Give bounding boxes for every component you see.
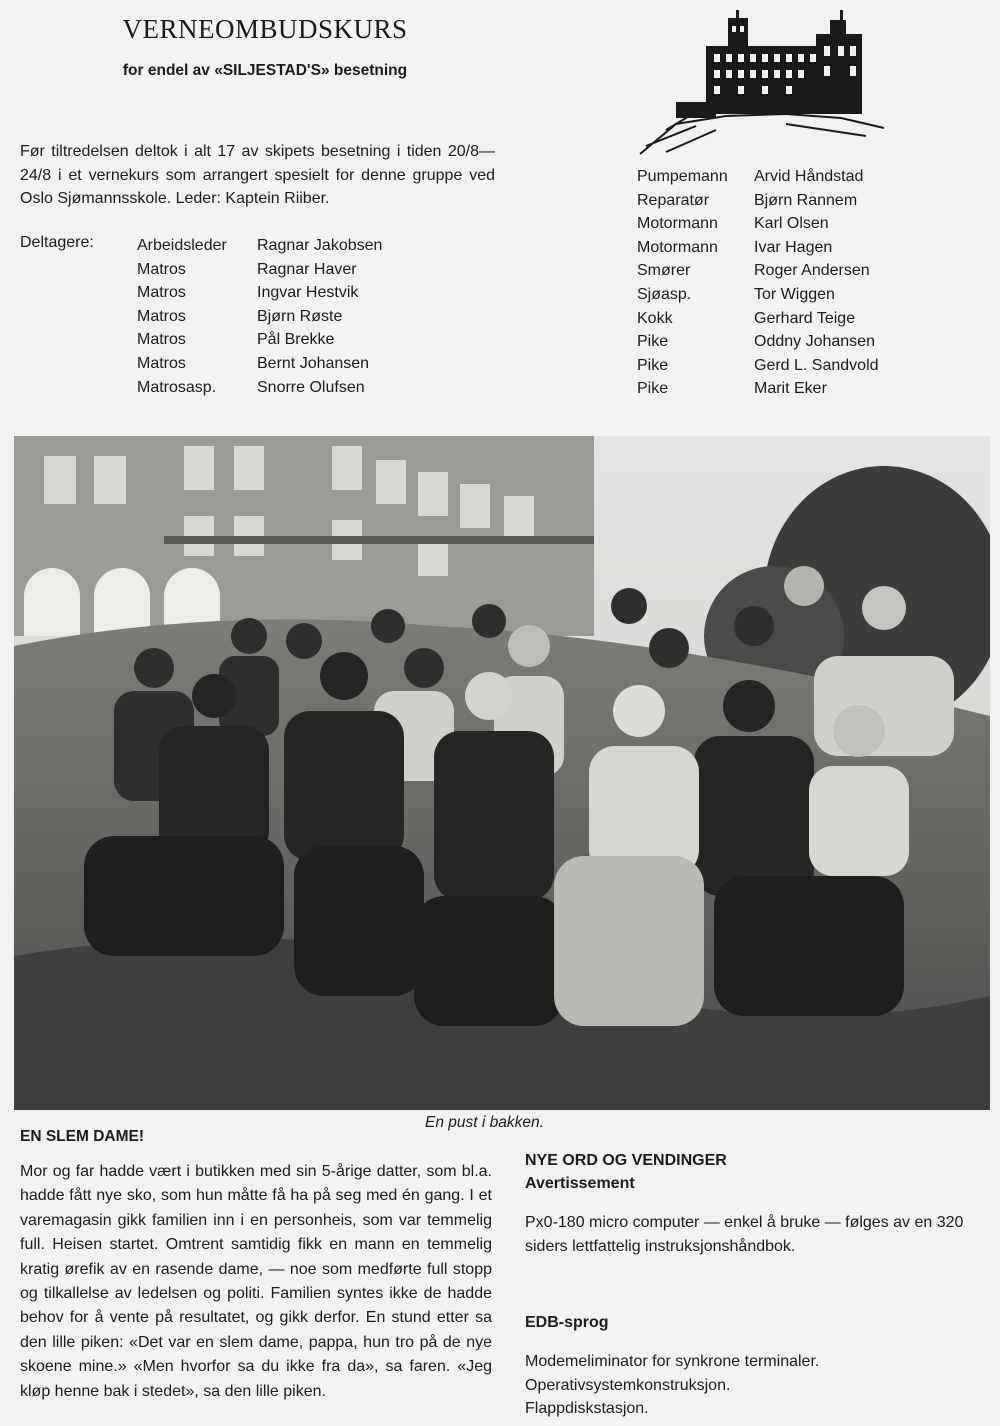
ad-text: Px0-180 micro computer — enkel å bruke — følges av en 320 siders lettfattelig instruksjonshåndbok. <box>525 1214 964 1255</box>
list-item: Operativsystemkonstruksjon. <box>525 1376 731 1394</box>
participant-name: Gerd L. Sandvold <box>754 356 879 374</box>
participant-role: Matros <box>137 284 186 302</box>
group-photo-illustration <box>14 436 990 1110</box>
participant-role: Pike <box>637 333 669 351</box>
participant-role: Pumpemann <box>637 168 728 185</box>
participant-role: Sjøasp. <box>637 285 692 303</box>
participant-role: Pike <box>637 380 669 398</box>
participant-name: Roger Andersen <box>754 262 870 280</box>
participant-role: Matros <box>137 354 186 372</box>
participant-name: Ragnar Jakobsen <box>257 237 383 254</box>
participant-name: Bjørn Røste <box>257 307 343 325</box>
participants-left-roles <box>137 234 227 399</box>
page-subtitle: for endel av «SILJESTAD'S» besetning <box>122 62 408 79</box>
participants-left-names <box>257 234 382 399</box>
participant-name: Ingvar Hestvik <box>257 284 359 302</box>
participant-name: Arvid Håndstad <box>754 168 864 185</box>
participant-role: Matros <box>137 331 186 349</box>
participant-role: Motormann <box>637 215 718 233</box>
edb-list <box>525 1350 819 1421</box>
participant-role: Smører <box>637 262 691 280</box>
participant-role: Matrosasp. <box>137 378 217 396</box>
participant-name: Gerhard Teige <box>754 309 856 327</box>
story-text: Mor og far hadde vært i butikken med sin 5-årige datter, som bl.a. hadde fått nye sko, som hun måtte få ha på seg med én gang. I et varemagasin gikk familien inn i en personheis, som var temmelig full. Heisen startet. Omtrent samtidig fikk en mann en temmelig kratig ørefik av en rasende dame, — noe som medførte full stopp og tilkallelse av ledelsen og politi. Familien syntes ikke de hadde behov for å vente på resultatet, og gikk derfor. En stund etter sa den lille piken: «Det var en slem dame, pappa, hun tro på de nye skoene mine.» «Men hvorfor sa du ikke fra da», sa faren. «Jeg kløp henne bak i stedet», sa den lille piken. <box>20 1163 492 1400</box>
list-item: Modemeliminator for synkrone terminaler. <box>525 1353 820 1370</box>
group-photo <box>14 436 990 1110</box>
participant-name: Bjørn Rannem <box>754 191 858 209</box>
participant-name: Ivar Hagen <box>754 238 833 256</box>
participant-name: Oddny Johansen <box>754 333 875 351</box>
participant-name: Karl Olsen <box>754 215 829 233</box>
participant-name: Snorre Olufsen <box>257 378 365 396</box>
participant-role: Motormann <box>637 238 718 256</box>
list-item: Flappdiskstasjon. <box>525 1400 649 1417</box>
page-title: VERNEOMBUDSKURS <box>122 14 408 44</box>
participant-role: Arbeidsleder <box>137 237 227 254</box>
participant-name: Tor Wiggen <box>754 285 835 303</box>
participants-right-names <box>754 165 879 401</box>
participant-role: Pike <box>637 356 669 374</box>
edb-heading: EDB-sprog <box>525 1314 609 1331</box>
participant-name: Marit Eker <box>754 380 827 398</box>
story-heading: EN SLEM DAME! <box>20 1128 144 1145</box>
participant-name: Bernt Johansen <box>257 354 370 372</box>
participant-role: Matros <box>137 307 186 325</box>
participant-name: Ragnar Haver <box>257 260 357 278</box>
photo-caption: En pust i bakken. <box>425 1114 544 1131</box>
school-building-sketch <box>636 6 888 158</box>
participant-name: Pål Brekke <box>257 331 335 349</box>
words-heading: NYE ORD OG VENDINGER <box>525 1152 727 1169</box>
participants-right-roles <box>637 165 728 401</box>
participant-role: Matros <box>137 260 186 278</box>
participants-label: Deltagere: <box>20 234 94 251</box>
participant-role: Reparatør <box>637 191 710 209</box>
participant-role: Kokk <box>637 309 673 327</box>
words-subheading: Avertissement <box>525 1175 635 1192</box>
intro-paragraph: Før tiltredelsen deltok i alt 17 av skipets besetning i tiden 20/8—24/8 i et vernekurs som arrangert spesielt for denne gruppe ved Oslo Sjømannsskole. Leder: Kaptein Riiber. <box>20 143 495 207</box>
